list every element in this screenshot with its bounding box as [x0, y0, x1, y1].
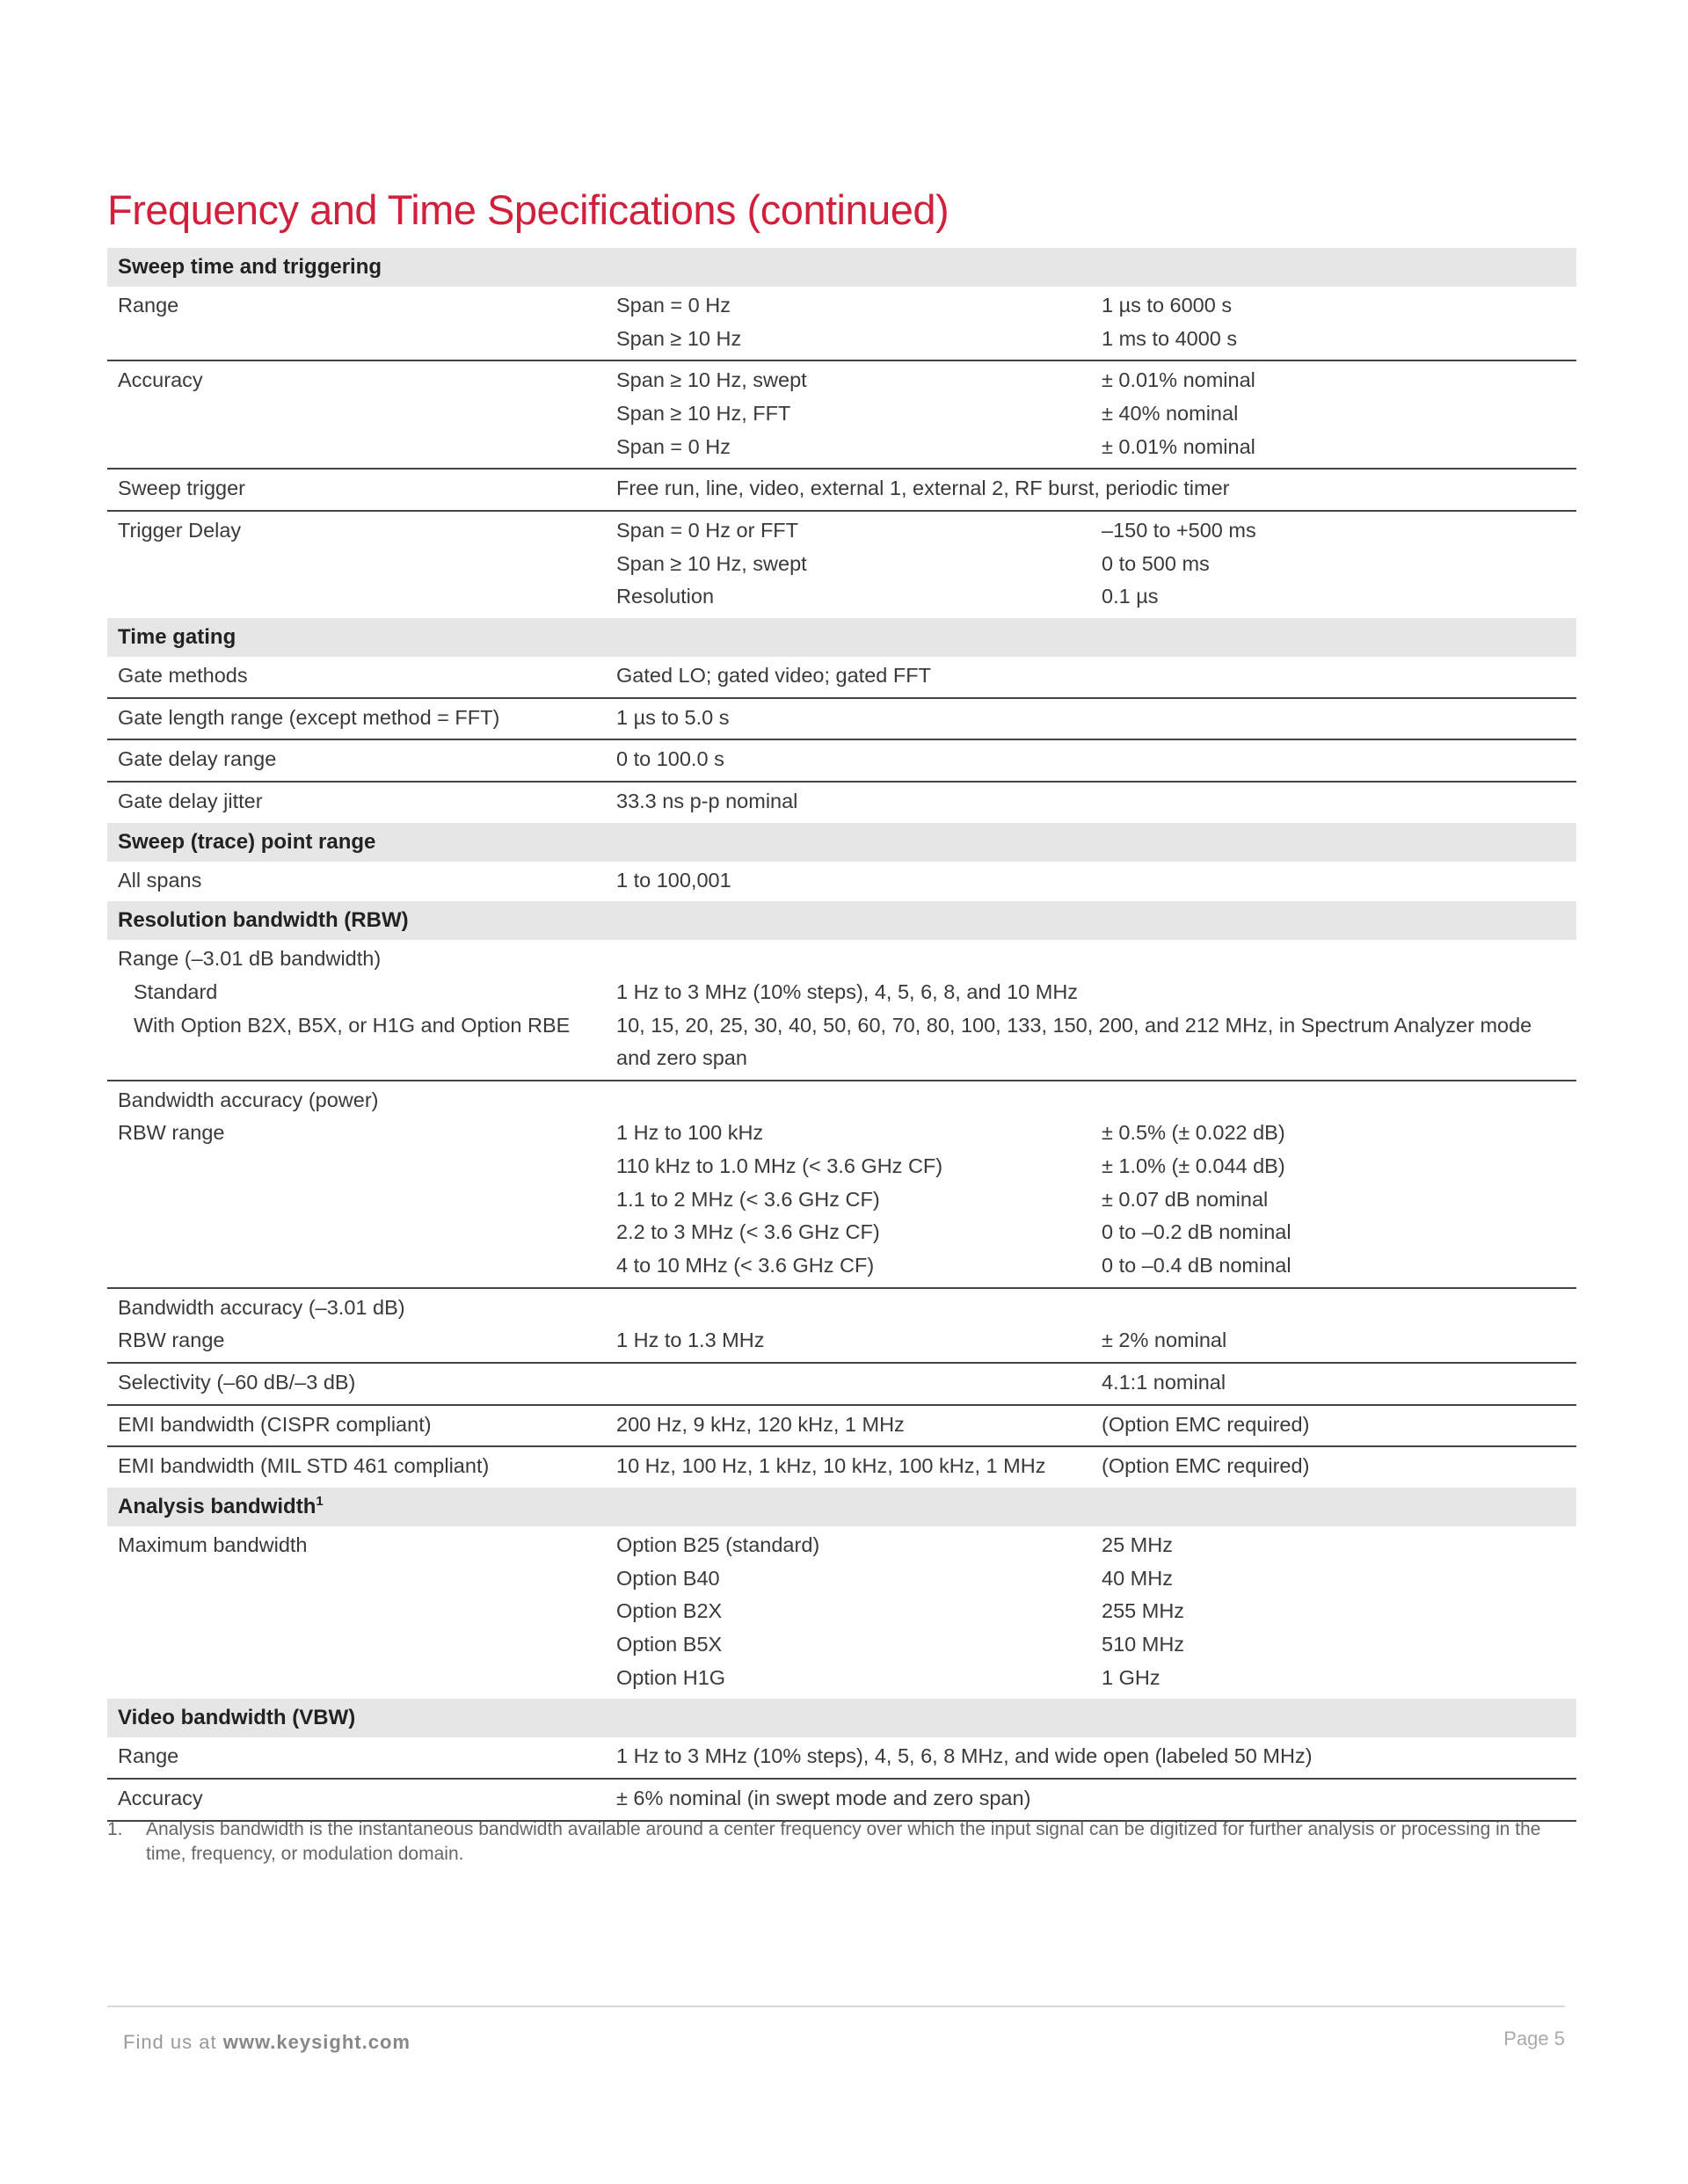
spec-label [107, 864, 616, 898]
spec-condition [616, 1409, 1102, 1442]
spec-condition [616, 1529, 1102, 1694]
section-title: Video bandwidth (VBW) [118, 1706, 356, 1730]
spec-table [107, 248, 1576, 1822]
spec-row [107, 1406, 1576, 1448]
value-line: ± 0.01% nominal [1102, 434, 1255, 458]
spec-row [107, 1447, 1576, 1488]
spec-label [107, 1450, 616, 1483]
value-line: –150 to +500 ms [1102, 518, 1256, 542]
spec-row [107, 699, 1576, 741]
section-header [107, 248, 1576, 287]
spec-value [1102, 1084, 1576, 1283]
spec-row [107, 862, 1576, 902]
value-line: Gated LO; gated video; gated FFT [616, 663, 931, 687]
sub-label-line: With Option B2X, B5X, or H1G and Option RBE [134, 1013, 571, 1037]
label-line: Sweep trigger [118, 477, 245, 500]
page-title: Frequency and Time Specifications (continued) [107, 186, 950, 234]
value-line: ± 0.07 dB nominal [1102, 1187, 1269, 1211]
section-title: Analysis bandwidth [118, 1495, 316, 1519]
condition-line: Span ≥ 10 Hz, FFT [616, 401, 791, 425]
condition-line: 110 kHz to 1.0 MHz (< 3.6 GHz CF) [616, 1154, 943, 1178]
value-line: 510 MHz [1102, 1633, 1185, 1656]
spec-condition [616, 289, 1102, 355]
label-line: Gate methods [118, 663, 248, 687]
section-title: Sweep (trace) point range [118, 829, 376, 854]
value-line: 40 MHz [1102, 1566, 1173, 1590]
condition-line: Option H1G [616, 1665, 726, 1689]
label-line: Range (–3.01 dB bandwidth) [118, 947, 382, 971]
spec-label [107, 1366, 616, 1400]
label-line: Trigger Delay [118, 518, 242, 542]
spec-row [107, 1737, 1576, 1780]
value-line: ± 0.01% nominal [1102, 368, 1255, 392]
spec-label [107, 1740, 616, 1773]
value-line: 255 MHz [1102, 1599, 1185, 1623]
value-line: 0.1 µs [1102, 585, 1159, 608]
section-header [107, 901, 1576, 940]
spec-condition [616, 1084, 1102, 1283]
label-line: EMI bandwidth (CISPR compliant) [118, 1412, 432, 1436]
value-line: 4.1:1 nominal [1102, 1371, 1226, 1394]
condition-line: Span ≥ 10 Hz [616, 326, 742, 350]
value-line: 0 to 100.0 s [616, 747, 724, 771]
label-line: Bandwidth accuracy (power) [118, 1088, 379, 1111]
spec-row [107, 740, 1576, 783]
footer-find-us-label: Find us at [123, 2031, 217, 2053]
value-line: (Option EMC required) [1102, 1412, 1310, 1436]
value-line: 1 µs to 6000 s [1102, 294, 1233, 317]
spec-value [616, 943, 1576, 1075]
value-line: ± 40% nominal [1102, 401, 1239, 425]
spec-value [616, 1782, 1576, 1816]
spec-label [107, 514, 616, 614]
spec-condition [616, 514, 1102, 614]
condition-line: 2.2 to 3 MHz (< 3.6 GHz CF) [616, 1220, 880, 1244]
footnote-text: Analysis bandwidth is the instantaneous bandwidth available around a center frequency over which the input signal can be digitized for further analysis or processing in the time, frequency, or modulation domain. [146, 1819, 1541, 1864]
spec-value [616, 472, 1576, 506]
spec-label [107, 1529, 616, 1694]
footer-find-us [123, 2031, 411, 2054]
spec-row [107, 287, 1576, 361]
section-header [107, 823, 1576, 862]
value-line: ± 2% nominal [1102, 1329, 1227, 1352]
label-line: Range [118, 1744, 179, 1768]
label-line: Gate delay jitter [118, 789, 263, 812]
value-line: 1 µs to 5.0 s [616, 705, 730, 729]
value-line: 33.3 ns p-p nominal [616, 789, 798, 812]
spec-value [1102, 289, 1576, 355]
spec-label [107, 785, 616, 819]
spec-value [616, 1740, 1576, 1773]
label-line: Gate length range (except method = FFT) [118, 705, 500, 729]
label-line: RBW range [118, 1329, 225, 1352]
spec-value [616, 864, 1576, 898]
condition-line [616, 1292, 1102, 1325]
label-line: EMI bandwidth (MIL STD 461 compliant) [118, 1454, 490, 1478]
label-line: Accuracy [118, 368, 203, 392]
spec-value [616, 702, 1576, 735]
section-title: Sweep time and triggering [118, 255, 382, 279]
condition-line [616, 1366, 1102, 1400]
footnote-ref: 1 [316, 1494, 324, 1510]
condition-line: 1 Hz to 1.3 MHz [616, 1329, 765, 1352]
value-line: (Option EMC required) [1102, 1454, 1310, 1478]
section-header [107, 1699, 1576, 1737]
condition-line: Span = 0 Hz [616, 434, 731, 458]
spec-value [1102, 514, 1576, 614]
condition-line: Resolution [616, 585, 715, 608]
footnote [107, 1817, 1558, 1867]
spec-value [616, 785, 1576, 819]
label-line: Bandwidth accuracy (–3.01 dB) [118, 1295, 405, 1319]
condition-line: 10 Hz, 100 Hz, 1 kHz, 10 kHz, 100 kHz, 1 MHz [616, 1454, 1046, 1478]
spec-condition [616, 1366, 1102, 1400]
value-line: 1 GHz [1102, 1665, 1160, 1689]
section-title: Time gating [118, 624, 236, 649]
spec-label [107, 743, 616, 776]
label-line: Gate delay range [118, 747, 277, 771]
page-number: Page 5 [1503, 2027, 1565, 2049]
footnote-number: 1. [107, 1819, 123, 1839]
condition-line [616, 1084, 1102, 1117]
value-line: ± 0.5% (± 0.022 dB) [1102, 1121, 1285, 1145]
value-line: 0 to –0.4 dB nominal [1102, 1254, 1291, 1278]
condition-line: Option B40 [616, 1566, 720, 1590]
spec-value [1102, 1366, 1576, 1400]
spec-label [107, 943, 616, 1075]
label-line: RBW range [118, 1121, 225, 1145]
value-line: 1 Hz to 3 MHz (10% steps), 4, 5, 6, 8, and 10 MHz [616, 979, 1079, 1003]
spec-label [107, 364, 616, 463]
label-line: Selectivity (–60 dB/–3 dB) [118, 1371, 356, 1394]
value-line: Free run, line, video, external 1, external 2, RF burst, periodic timer [616, 477, 1230, 500]
value-line: 1 to 100,001 [616, 868, 731, 892]
label-line: Range [118, 294, 179, 317]
spec-condition [616, 364, 1102, 463]
spec-row [107, 940, 1576, 1081]
value-line: ± 1.0% (± 0.044 dB) [1102, 1154, 1285, 1178]
spec-label [107, 1782, 616, 1816]
value-line [1102, 1084, 1576, 1117]
condition-line: Span ≥ 10 Hz, swept [616, 551, 807, 575]
condition-line: Span = 0 Hz [616, 294, 731, 317]
condition-line: Option B2X [616, 1599, 723, 1623]
spec-condition [616, 1292, 1102, 1358]
spec-value [1102, 364, 1576, 463]
spec-value [1102, 1409, 1576, 1442]
spec-value [1102, 1450, 1576, 1483]
sub-label-line: Standard [134, 979, 218, 1003]
value-line [1102, 1292, 1576, 1325]
spec-row [107, 361, 1576, 470]
spec-label [107, 1409, 616, 1442]
condition-line: 1 Hz to 100 kHz [616, 1121, 764, 1145]
spec-row [107, 1780, 1576, 1822]
spec-row [107, 1289, 1576, 1364]
label-line: All spans [118, 868, 202, 892]
spec-row [107, 783, 1576, 823]
section-header [107, 1488, 1576, 1526]
condition-line: Span = 0 Hz or FFT [616, 518, 799, 542]
condition-line: Option B25 (standard) [616, 1533, 820, 1557]
value-line: 1 ms to 4000 s [1102, 326, 1238, 350]
spec-value [616, 743, 1576, 776]
value-line: ± 6% nominal (in swept mode and zero span) [616, 1786, 1031, 1809]
spec-label [107, 472, 616, 506]
spec-row [107, 1526, 1576, 1699]
spec-condition [616, 1450, 1102, 1483]
condition-line: Span ≥ 10 Hz, swept [616, 368, 807, 392]
footer-divider [107, 2006, 1565, 2007]
section-header [107, 618, 1576, 657]
condition-line: 4 to 10 MHz (< 3.6 GHz CF) [616, 1254, 875, 1278]
spec-row [107, 1364, 1576, 1406]
spec-row [107, 1081, 1576, 1289]
spec-value [1102, 1529, 1576, 1694]
spec-row [107, 512, 1576, 618]
footer-url-link[interactable]: www.keysight.com [222, 2031, 411, 2053]
spec-label [107, 1084, 616, 1283]
spec-label [107, 659, 616, 693]
label-line: Accuracy [118, 1786, 203, 1809]
spec-row [107, 657, 1576, 699]
spec-value [1102, 1292, 1576, 1358]
value-line: 25 MHz [1102, 1533, 1173, 1557]
value-line: 10, 15, 20, 25, 30, 40, 50, 60, 70, 80, 100, 133, 150, 200, and 212 MHz, in Spectrum Analyzer mode and zero span [616, 1013, 1532, 1070]
spec-value [616, 659, 1576, 693]
condition-line: 200 Hz, 9 kHz, 120 kHz, 1 MHz [616, 1412, 905, 1436]
value-line [616, 943, 1559, 976]
value-line: 1 Hz to 3 MHz (10% steps), 4, 5, 6, 8 MHz, and wide open (labeled 50 MHz) [616, 1744, 1313, 1768]
spec-row [107, 470, 1576, 512]
condition-line: Option B5X [616, 1633, 723, 1656]
value-line: 0 to –0.2 dB nominal [1102, 1220, 1291, 1244]
spec-label [107, 1292, 616, 1358]
section-title: Resolution bandwidth (RBW) [118, 908, 409, 933]
condition-line: 1.1 to 2 MHz (< 3.6 GHz CF) [616, 1187, 880, 1211]
value-line: 0 to 500 ms [1102, 551, 1210, 575]
spec-label [107, 702, 616, 735]
spec-label [107, 289, 616, 355]
label-line: Maximum bandwidth [118, 1533, 308, 1557]
